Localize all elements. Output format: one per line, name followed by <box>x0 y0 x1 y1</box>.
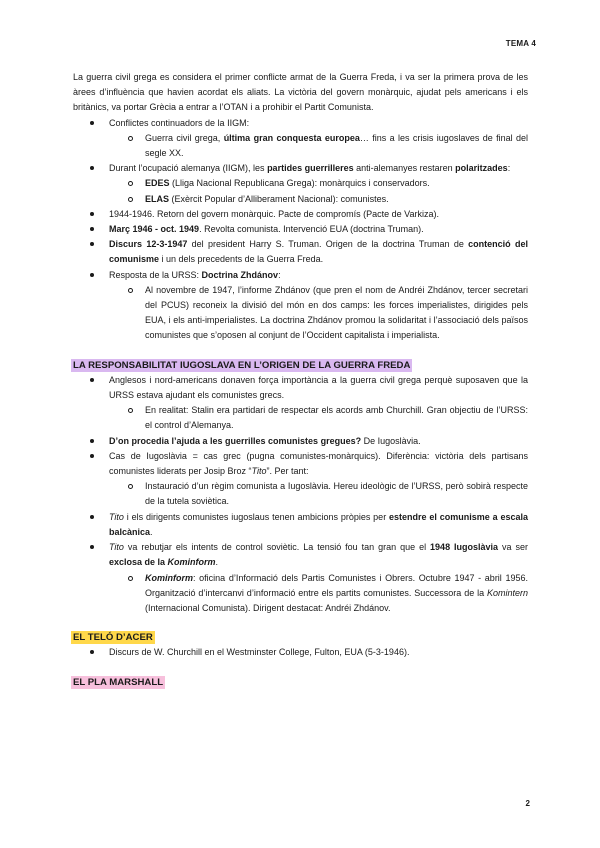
section-heading-yugoslav-responsibility: LA RESPONSABILITAT IUGOSLAVA EN L’ORIGEN DE LA GUERRA FREDA <box>73 359 411 371</box>
bullet-icon <box>90 227 94 231</box>
circle-bullet-icon <box>128 408 133 413</box>
section-heading-iron-curtain: EL TELÓ D’ACER <box>73 632 153 644</box>
list-item: Març 1946 - oct. 1949. Revolta comunista. Intervenció EUA (doctrina Truman). <box>73 222 528 237</box>
list-item: En realitat: Stalin era partidari de respectar els acords amb Churchill. Gran objectiu de l’URSS: el control d’Alemanya. <box>73 403 528 433</box>
bullet-icon <box>90 242 94 246</box>
bullet-icon <box>90 121 94 125</box>
topic-label: TEMA 4 <box>505 39 536 48</box>
list-item: 1944-1946. Retorn del govern monàrquic. Pacte de compromís (Pacte de Varkiza). <box>73 207 528 222</box>
document-body <box>73 70 528 690</box>
bullet-icon <box>90 273 94 277</box>
yugoslav-list <box>73 373 528 616</box>
list-item: Durant l’ocupació alemanya (IIGM), les partides guerrilleres anti-alemanyes restaren polaritzades: <box>73 161 528 176</box>
circle-bullet-icon <box>128 181 133 186</box>
list-item: Conflictes continuadors de la IIGM: <box>73 116 528 131</box>
list-item: Discurs 12-3-1947 del president Harry S. Truman. Origen de la doctrina Truman de contenció del comunisme i un dels precedents de la Guerra Freda. <box>73 237 528 267</box>
section-heading-marshall-plan: EL PLA MARSHALL <box>73 676 164 688</box>
list-item: Instauració d’un règim comunista a Iugoslàvia. Hereu ideològic de l’URSS, però sobirà respecte de la tutela soviètica. <box>73 479 528 509</box>
list-item: Cas de Iugoslàvia = cas grec (pugna comunistes-monàrquics). Diferència: victòria dels partisans comunistes liderats per Josip Broz “Tito”. Per tant: <box>73 449 528 479</box>
list-item: Kominform: oficina d’Informació dels Partis Comunistes i Obrers. Octubre 1947 - abril 1956. Organització d’intercanvi d’informació entre els partits comunistes. Successora de la Komintern (Internacional Comunista). Dirigent destacat: Andréi Zhdánov. <box>73 571 528 617</box>
list-item: Tito i els dirigents comunistes iugoslaus tenen ambicions pròpies per estendre el comunisme a escala balcànica. <box>73 510 528 540</box>
bullet-icon <box>90 545 94 549</box>
intro-paragraph: La guerra civil grega es considera el primer conflicte armat de la Guerra Freda, i va ser la primera prova de les àrees d’influència que havien acordat els aliats. La victòria del govern monàrquic, ajudat pels americans i els britànics, va portar Grècia a entrar a l’OTAN i a prohibir el Partit Comunista. <box>73 72 528 113</box>
bullet-icon <box>90 515 94 519</box>
bullet-icon <box>90 650 94 654</box>
list-item: D’on procedia l’ajuda a les guerrilles comunistes gregues? De Iugoslàvia. <box>73 434 528 449</box>
list-item: Discurs de W. Churchill en el Westminster College, Fulton, EUA (5-3-1946). <box>73 645 528 660</box>
bullet-icon <box>90 212 94 216</box>
list-item: Tito va rebutjar els intents de control soviètic. La tensió fou tan gran que el 1948 Iugoslàvia va ser exclosa de la Kominform. <box>73 540 528 570</box>
bullet-icon <box>90 166 94 170</box>
circle-bullet-icon <box>128 197 133 202</box>
bullet-icon <box>90 454 94 458</box>
circle-bullet-icon <box>128 136 133 141</box>
greek-civil-war-list <box>73 116 528 344</box>
list-item: Al novembre de 1947, l’informe Zhdánov (que pren el nom de Andréi Zhdánov, tercer secretari del PCUS) reconeix la divisió del món en dos camps: les forces imperialistes, dirigides pels EUA, i els anti-imperialistes. La doctrina Zhdánov promou la solidaritat i l’associació dels països comunistes que s’oposen al conjunt de l’Occident capitalista i imperialista. <box>73 283 528 344</box>
bullet-icon <box>90 439 94 443</box>
bullet-icon <box>90 378 94 382</box>
list-item: Resposta de la URSS: Doctrina Zhdánov: <box>73 268 528 283</box>
list-item: Anglesos i nord-americans donaven força importància a la guerra civil grega perquè suposaven que la URSS estava ajudant els comunistes grecs. <box>73 373 528 403</box>
circle-bullet-icon <box>128 484 133 489</box>
list-item: Guerra civil grega, última gran conquesta europea… fins a les crisis iugoslaves de final del segle XX. <box>73 131 528 161</box>
list-item: ELAS (Exèrcit Popular d’Alliberament Nacional): comunistes. <box>73 192 528 207</box>
iron-curtain-list <box>73 645 528 660</box>
circle-bullet-icon <box>128 576 133 581</box>
circle-bullet-icon <box>128 288 133 293</box>
list-item: EDES (Lliga Nacional Republicana Grega): monàrquics i conservadors. <box>73 176 528 191</box>
page-number: 2 <box>525 799 530 808</box>
